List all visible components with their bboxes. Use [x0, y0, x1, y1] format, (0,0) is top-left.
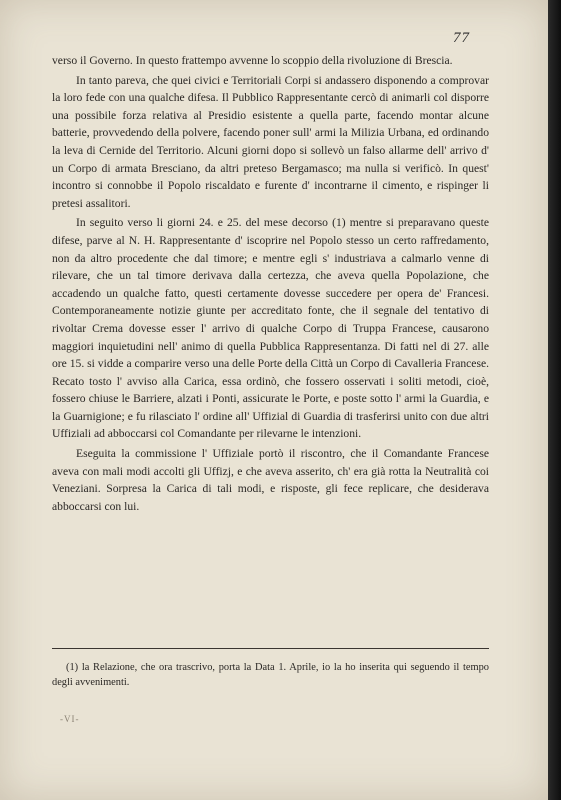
footnote-rule: [52, 648, 489, 649]
footnote: (1) la Relazione, che ora trascrivo, porta la Data 1. Aprile, io la ho inserita qui seguendo il tempo degli avvenimenti.: [52, 662, 489, 688]
scan-edge: [548, 0, 561, 800]
paragraph-1: verso il Governo. In questo frattempo avvenne lo scoppio della rivoluzione di Brescia.: [52, 54, 453, 67]
bottom-mark: -VI-: [60, 714, 80, 724]
paragraph-4: Eseguita la commissione l' Uffiziale portò il riscontro, che il Comandante Francese aveva con mali modi accolti gli Uffizj, e che aveva asserito, ch' era già rotta la Neutralità coi Veneziani. Sorpresa la Carica di tali modi, e risposte, gli fece replicare, che desiderava abboccarsi con lui.: [52, 447, 489, 513]
paragraph-3: In seguito verso li giorni 24. e 25. del mese decorso (1) mentre si preparavano queste difese, parve al N. H. Rappresentante d' iscoprire nel Popolo stesso un certo raffredamento, non da altro procedente che dal timore; e mentre egli s' industriava a calmarlo venne di rilevare, che un tal timore derivava dalla certezza, che aveva quella Popolazione, che accadendo un qualche fatto, questi certamente dovesse succedere per opera de' Francesi. Contemporaneamente notizie giunte per accreditato fonte, che il segnale del tentativo di rivoltar Crema dovesse esser l' arrivo di qualche Corpo di Truppa Francese, causarono maggiori inquietudini nell' animo di quella Pubblica Rappresentanza. Di fatti nel di 27. alle ore 15. si vidde a comparire verso una delle Porte della Città un Corpo di Cavalleria Francese. Recato tosto l' avviso alla Carica, essa ordinò, che fossero osservati i soliti metodi, cioè, fossero chiuse le Barriere, alzati i Ponti, assicurate le Porte, e poste sotto l' armi la Guardia, e la Guarnigione; e fu rilasciato l' ordine all' Uffizial di Guardia di trasferirsi unito con due altri Uffiziali ad abboccarsi col Comandante per rilevarne le intenzioni.: [52, 216, 489, 441]
body-text: [52, 52, 489, 515]
paragraph-2: In tanto pareva, che quei civici e Territoriali Corpi si andassero disponendo a comprovar la loro fede con una qualche difesa. Il Pubblico Rappresentante cercò di animarli col disporre una possibile forza relativa al Presidio esistente a quella parte, facendo montar alcune batterie, provvedendo della polvere, facendo poner sull' armi la Milizia Urbana, ed ordinando la leva di Cernide del Territorio. Alcuni giorni dopo si sollevò un falso allarme dell' arrivo d' un Corpo di armata Bresciano, da altri preteso Bergamasco; ma nulla si verificò. In quest' incontro si connobbe il Popolo riscaldato e furente d' incontrarne il cimento, e rispinger li pretesi assalitori.: [52, 73, 489, 210]
page-number: 77: [453, 30, 470, 46]
